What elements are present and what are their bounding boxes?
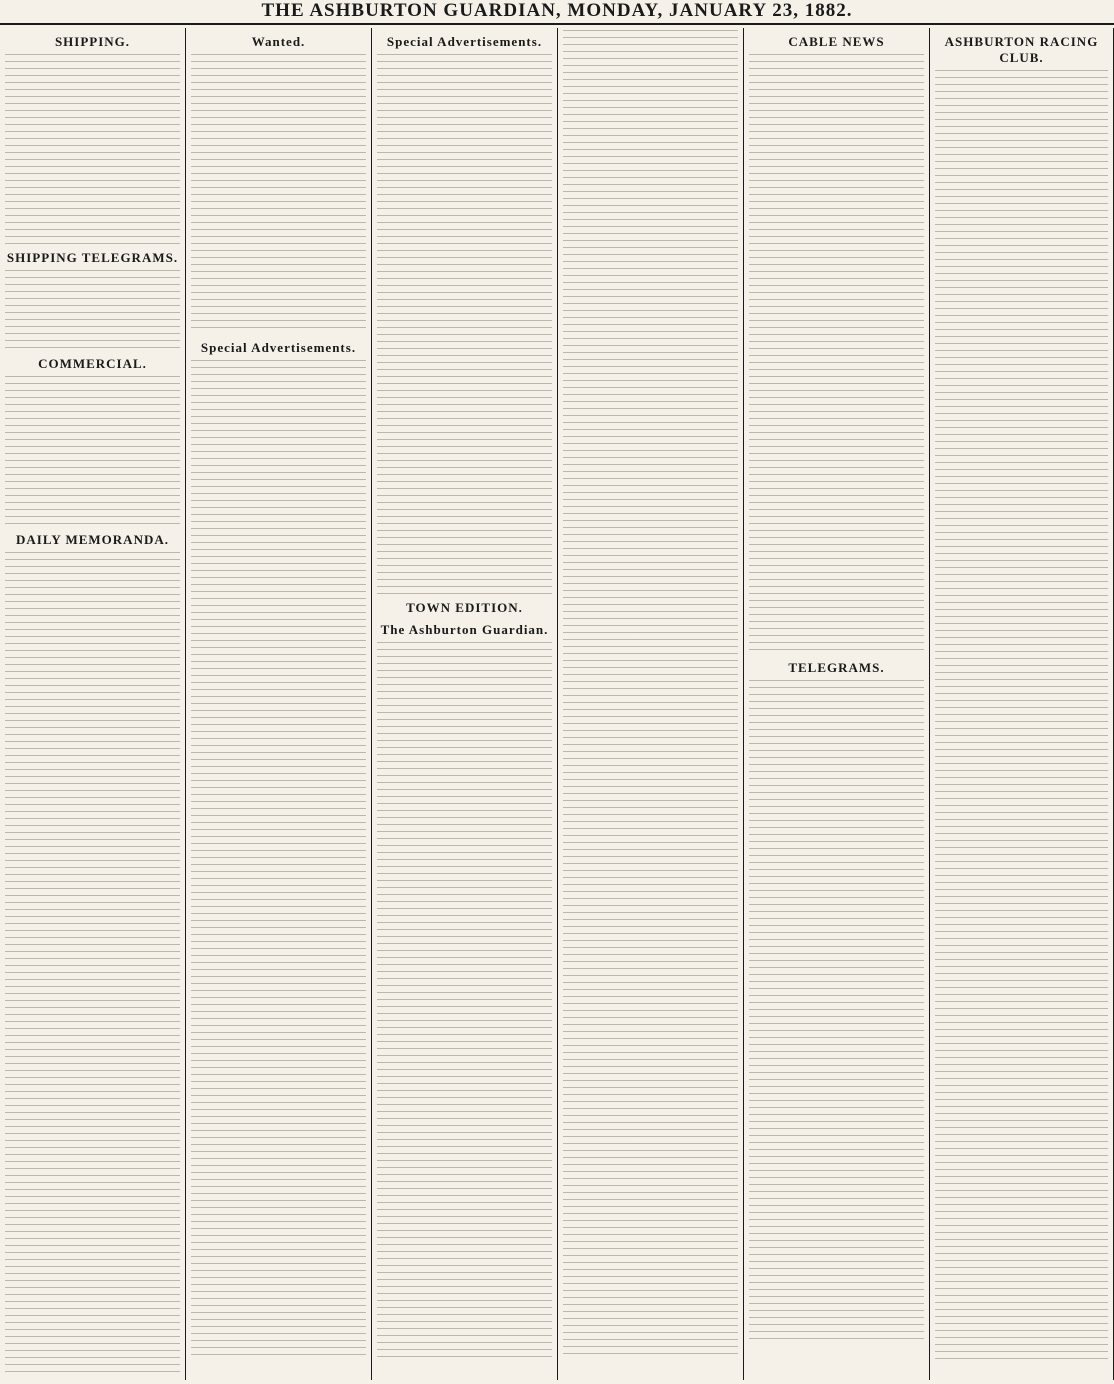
column-heading: Wanted. bbox=[251, 34, 306, 49]
column-heading: SHIPPING. bbox=[54, 34, 131, 49]
article-body bbox=[563, 30, 738, 1360]
column-heading: COMMERCIAL. bbox=[38, 356, 147, 371]
article-body bbox=[191, 360, 366, 1360]
column-2 bbox=[186, 28, 372, 1380]
column-4 bbox=[558, 28, 744, 1380]
article-body bbox=[935, 70, 1108, 1360]
column-heading: DAILY MEMORANDA. bbox=[16, 532, 169, 547]
column-6 bbox=[930, 28, 1114, 1380]
article-body bbox=[5, 552, 180, 1372]
article-body bbox=[377, 54, 552, 594]
article-body bbox=[5, 376, 180, 526]
column-heading: CABLE NEWS bbox=[788, 34, 885, 49]
column-heading: Special Advertisements. bbox=[386, 34, 543, 49]
column-5 bbox=[744, 28, 930, 1380]
masthead-title: THE ASHBURTON GUARDIAN, MONDAY, JANUARY 23, 1882. bbox=[261, 0, 853, 21]
column-heading: TELEGRAMS. bbox=[788, 660, 885, 675]
column-3 bbox=[372, 28, 558, 1380]
article-body bbox=[377, 642, 552, 1362]
column-heading: ASHBURTON RACING CLUB. bbox=[944, 34, 1099, 65]
article-body bbox=[749, 680, 924, 1340]
article-body bbox=[191, 54, 366, 334]
column-heading: TOWN EDITION. bbox=[406, 600, 523, 615]
column-1 bbox=[0, 28, 186, 1380]
article-body bbox=[749, 54, 924, 654]
column-heading: SHIPPING TELEGRAMS. bbox=[6, 250, 179, 265]
article-body bbox=[5, 270, 180, 350]
article-body bbox=[5, 54, 180, 244]
column-heading: Special Advertisements. bbox=[200, 340, 357, 355]
column-heading: The Ashburton Guardian. bbox=[380, 622, 549, 637]
masthead-rule bbox=[0, 23, 1114, 25]
